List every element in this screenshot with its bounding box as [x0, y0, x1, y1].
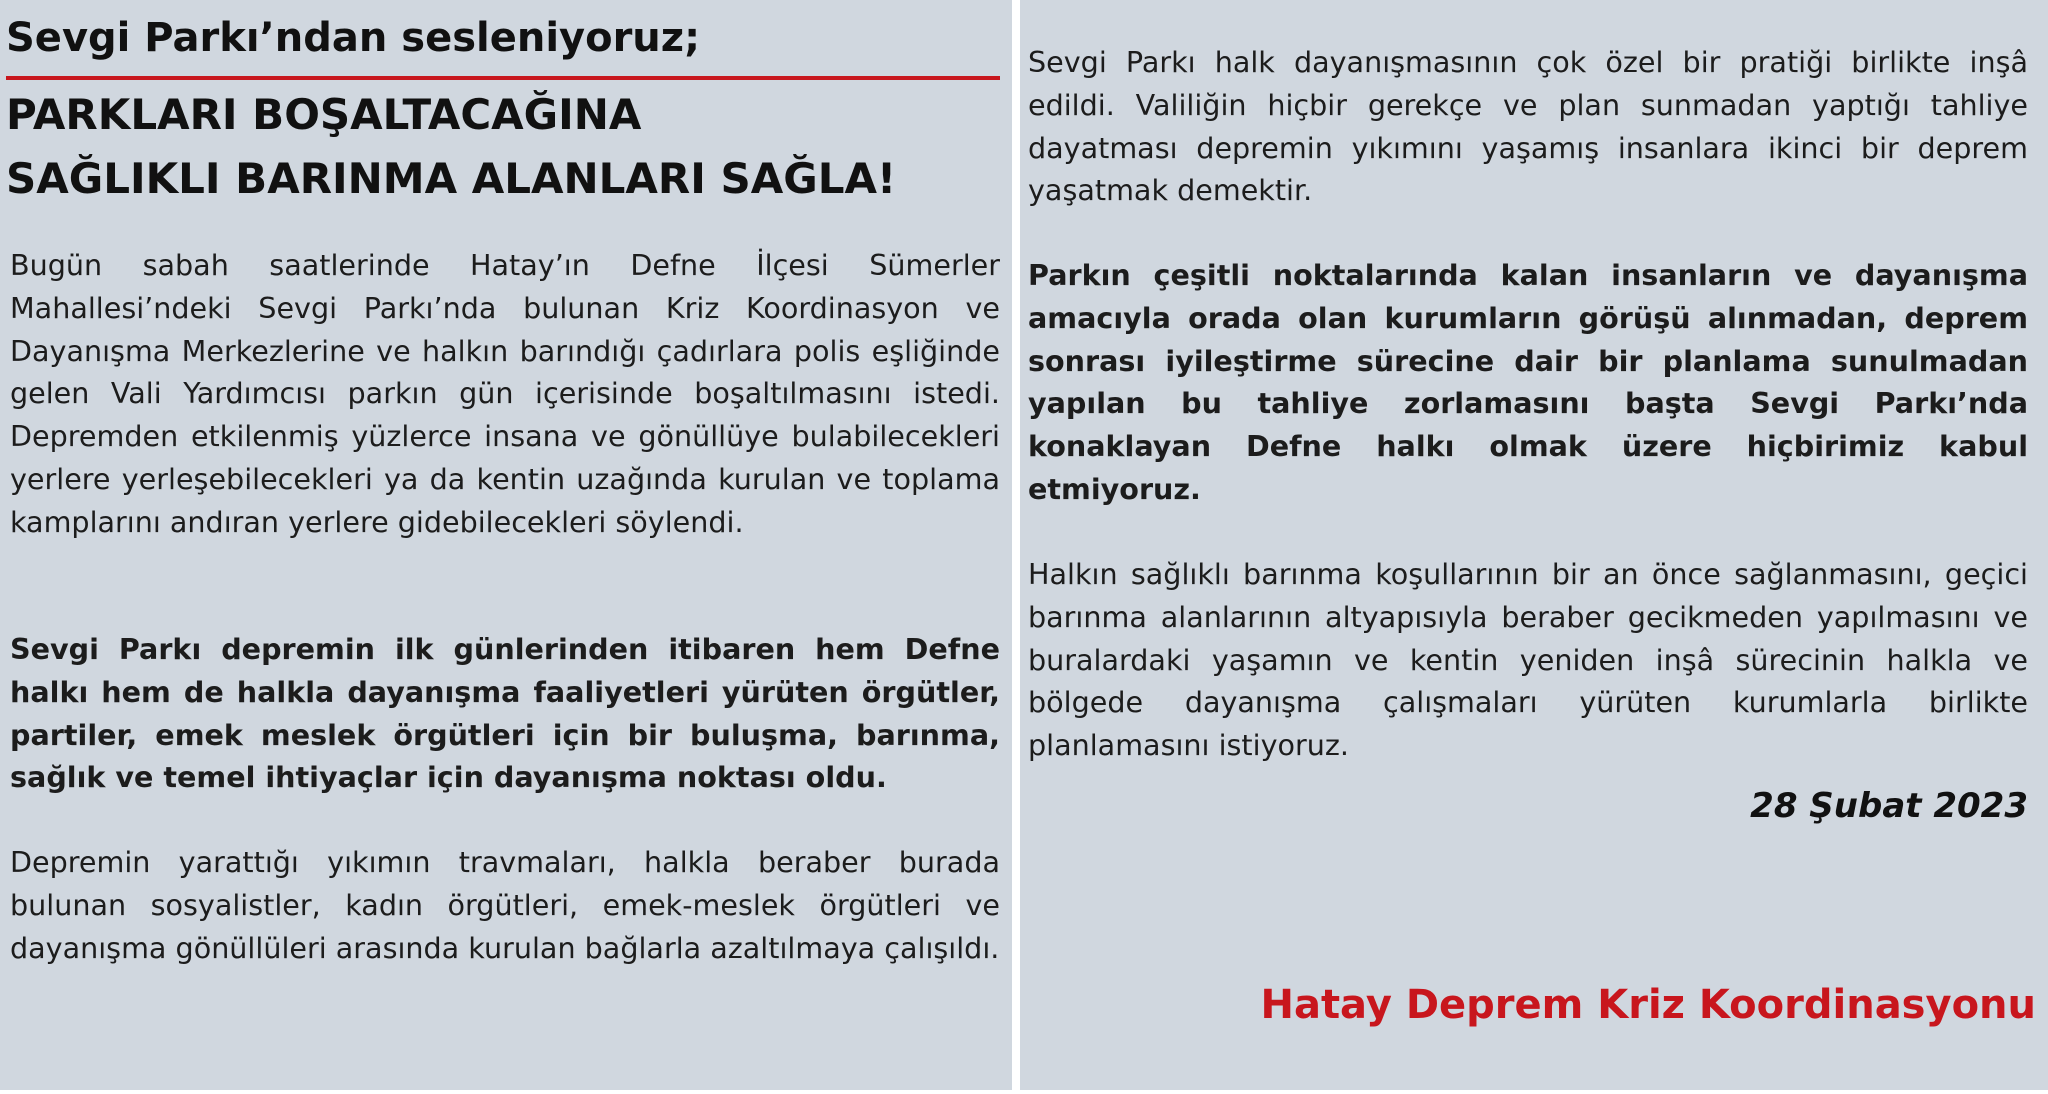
left-paragraph-3: Depremin yarattığı yıkımın travmaları, halkla beraber burada bulunan sosyalistler, kadın örgütleri, emek-meslek örgütleri ve dayanışma gönüllüleri arasında kurulan bağlarla azaltılmaya çalışıldı.	[10, 845, 1000, 965]
left-panel	[0, 0, 1012, 1090]
signature: Hatay Deprem Kriz Koordinasyonu	[1260, 982, 2036, 1028]
headline-line-2: SAĞLIKLI BARINMA ALANLARI SAĞLA!	[6, 154, 897, 203]
header-title: Sevgi Parkı’ndan sesleniyoruz;	[6, 15, 701, 61]
right-paragraph-3: Halkın sağlıklı barınma koşullarının bir an önce sağlanmasını, geçici barınma alanlarının altyapısıyla beraber gecikmeden yapılmasını ve buralardaki yaşamın ve kentin yeniden inşâ sürecinin halkla ve bölgede dayanışma çalışmaları yürüten kurumlarla birlikte planlamasını istiyoruz.	[1028, 557, 2028, 763]
right-paragraph-1: Sevgi Parkı halk dayanışmasının çok özel bir pratiği birlikte inşâ edildi. Valiliğin hiçbir gerekçe ve plan sunmadan yaptığı tahliye dayatması depremin yıkımını yaşamış insanlara ikinci bir deprem yaşatmak demektir.	[1028, 45, 2028, 208]
date: 28 Şubat 2023	[1750, 786, 2028, 826]
right-paragraph-2-bold: Parkın çeşitli noktalarında kalan insanların ve dayanışma amacıyla orada olan kurumların görüşü alınmadan, deprem sonrası iyileştirme sürecine dair bir planlama sunulmadan yapılan bu tahliye zorlamasını başta Sevgi Parkı’nda konaklayan Defne halkı olmak üzere hiçbirimiz kabul etmiyoruz.	[1028, 258, 2028, 506]
headline	[6, 83, 896, 211]
left-paragraph-1: Bugün sabah saatlerinde Hatay’ın Defne İlçesi Sümerler Mahallesi’ndeki Sevgi Parkı’nda bulunan Kriz Koordinasyon ve Dayanışma Merkezlerine ve halkın barındığı çadırlara polis eşliğinde gelen Vali Yardımcısı parkın gün içerisinde boşaltılmasını istedi. Depremden etkilenmiş yüzlerce insana ve gönüllüye bulabilecekleri yerlere yerleşebilecekleri ya da kentin uzağında kurulan ve toplama kamplarını andıran yerlere gidebilecekleri söylendi.	[10, 248, 1000, 539]
headline-line-1: PARKLARI BOŞALTACAĞINA	[6, 90, 642, 139]
right-panel	[1020, 0, 2048, 1090]
header-red-divider	[6, 76, 1000, 80]
left-paragraph-2-bold: Sevgi Parkı depremin ilk günlerinden itibaren hem Defne halkı hem de halkla dayanışma faaliyetleri yürüten örgütler, partiler, emek meslek örgütleri için bir buluşma, barınma, sağlık ve temel ihtiyaçlar için dayanışma noktası oldu.	[10, 632, 1000, 795]
